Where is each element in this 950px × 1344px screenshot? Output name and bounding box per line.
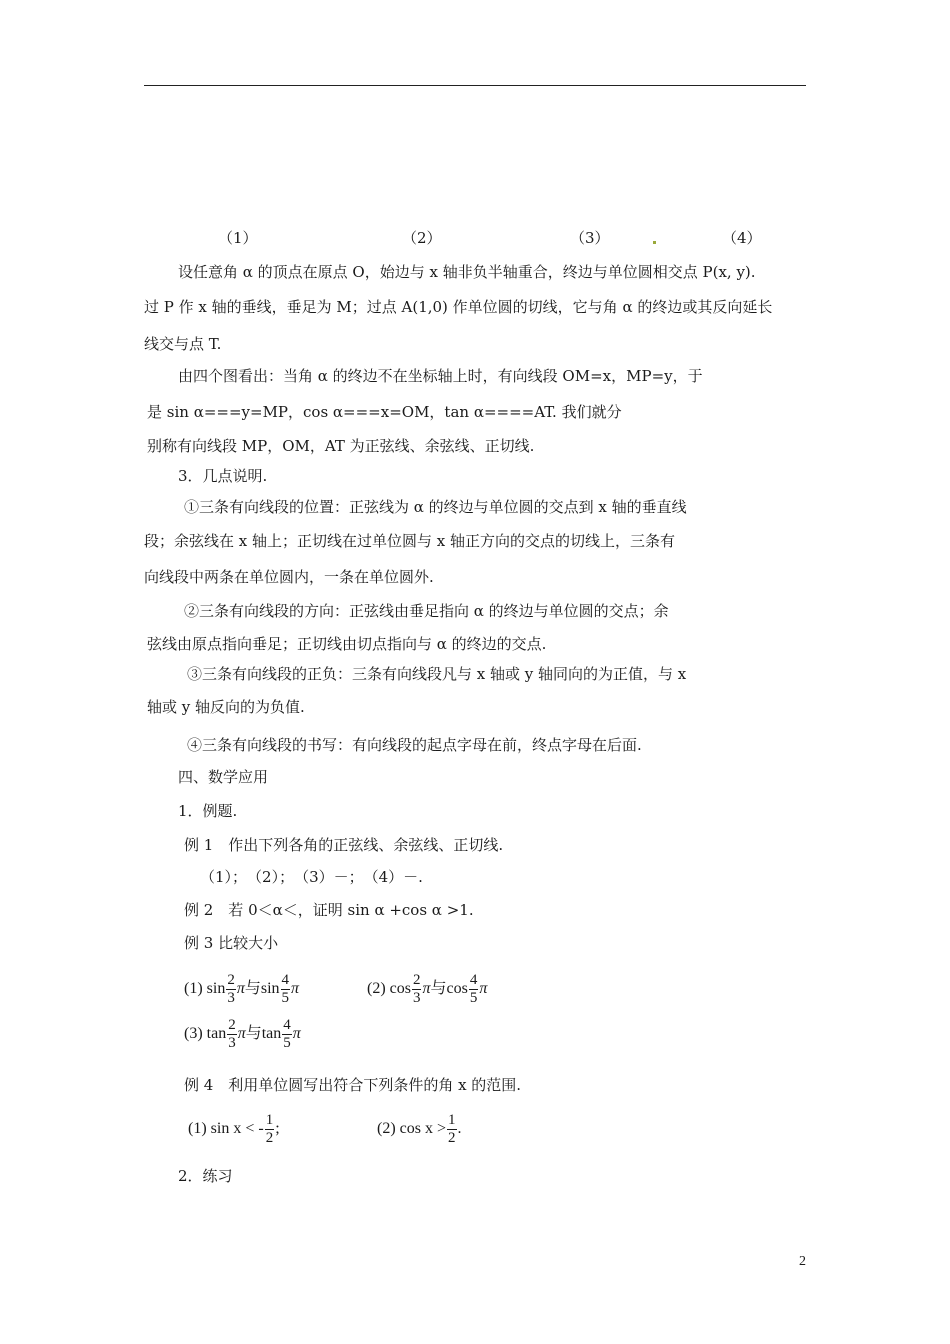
ex4-formula-1: (1) sin x < - $\frac{1}{2}$ ; <box>188 1111 280 1146</box>
figure-label-2: （2） <box>402 229 442 247</box>
paragraph-line: ④三条有向线段的书写：有向线段的起点字母在前，终点字母在后面. <box>187 736 642 754</box>
paragraph-line: 别称有向线段 MP，OM，AT 为正弦线、余弦线、正切线. <box>147 437 535 455</box>
paragraph-line: ③三条有向线段的正负：三条有向线段凡与 x 轴或 y 轴同向的为正值，与 x <box>187 665 687 683</box>
figure-label-3: （3） <box>570 229 610 247</box>
formula-label: (2) <box>367 980 386 997</box>
formula-label: (1) <box>184 980 203 997</box>
fraction: $\frac{1}{2}$ <box>265 1111 274 1146</box>
paragraph-line: 弦线由原点指向垂足；正切线由切点指向与 α 的终边的交点. <box>147 635 547 653</box>
ex3-formula-1: (1) sin $\frac{2}{3}$ π与sin $\frac{4}{5}$ π <box>184 971 300 1006</box>
paragraph-line: 向线段中两条在单位圆内，一条在单位圆外. <box>144 568 434 586</box>
example-line: 例 4 利用单位圆写出符合下列条件的角 x 的范围. <box>184 1076 522 1094</box>
section-heading: 1．例题. <box>178 802 238 820</box>
ex3-formula-3: (3) tan $\frac{2}{3}$ π与tan $\frac{4}{5}$ π <box>184 1016 301 1051</box>
paragraph-line: ②三条有向线段的方向：正弦线由垂足指向 α 的终边与单位圆的交点；余 <box>184 602 669 620</box>
paragraph-line: ①三条有向线段的位置：正弦线为 α 的终边与单位圆的交点到 x 轴的垂直线 <box>184 498 687 516</box>
formula-label: (3) <box>184 1025 203 1042</box>
paragraph-line: 是 sin α===y=MP，cos α===x=OM，tan α====AT. 我们就分 <box>147 403 622 421</box>
fraction: $\frac{4}{5}$ <box>469 971 478 1006</box>
func-sin: sin <box>206 980 226 997</box>
section-heading: 3．几点说明. <box>178 467 268 485</box>
paragraph-line: 线交与点 T. <box>144 335 222 353</box>
example-line: （1）； （2）； （3）－； （4）－. <box>200 868 423 886</box>
fraction: $\frac{4}{5}$ <box>283 1016 291 1051</box>
figure-label-4: （4） <box>722 229 762 247</box>
paragraph-line: 设任意角 α 的顶点在原点 O，始边与 x 轴非负半轴重合，终边与单位圆相交点 P(x, y). <box>178 263 756 281</box>
func-tan: tan <box>206 1025 227 1042</box>
fraction: $\frac{1}{2}$ <box>448 1111 456 1146</box>
fraction: $\frac{2}{3}$ <box>228 1016 236 1051</box>
paragraph-line: 由四个图看出：当角 α 的终边不在坐标轴上时，有向线段 OM=x，MP=y，于 <box>178 367 703 385</box>
section-heading: 四、数学应用 <box>178 768 269 786</box>
paragraph-line: 轴或 y 轴反向的为负值. <box>147 698 305 716</box>
fraction: $\frac{4}{5}$ <box>281 971 290 1006</box>
fraction: $\frac{2}{3}$ <box>227 971 235 1006</box>
header-rule <box>144 85 806 86</box>
ex3-formula-2: (2) cos $\frac{2}{3}$ π与cos $\frac{4}{5}$ π <box>367 971 488 1006</box>
func-cos: cos <box>389 980 411 997</box>
example-line: 例 2 若 0＜α＜，证明 sin α +cos α >1. <box>184 901 474 919</box>
marker-dot <box>653 241 656 244</box>
figure-label-1: （1） <box>218 229 258 247</box>
example-line: 例 3 比较大小 <box>184 934 279 952</box>
section-heading: 2．练习 <box>178 1167 233 1185</box>
formula-label: (2) <box>377 1120 396 1137</box>
ex4-formula-2: (2) cos x > $\frac{1}{2}$ . <box>377 1111 462 1146</box>
page-number: 2 <box>799 1254 806 1269</box>
paragraph-line: 段；余弦线在 x 轴上；正切线在过单位圆与 x 轴正方向的交点的切线上，三条有 <box>144 532 675 550</box>
paragraph-line: 过 P 作 x 轴的垂线，垂足为 M；过点 A(1,0) 作单位圆的切线，它与角 α 的终边或其反向延长 <box>144 298 773 316</box>
formula-label: (1) <box>188 1120 207 1137</box>
example-line: 例 1 作出下列各角的正弦线、余弦线、正切线. <box>184 836 504 854</box>
fraction: $\frac{2}{3}$ <box>412 971 421 1006</box>
